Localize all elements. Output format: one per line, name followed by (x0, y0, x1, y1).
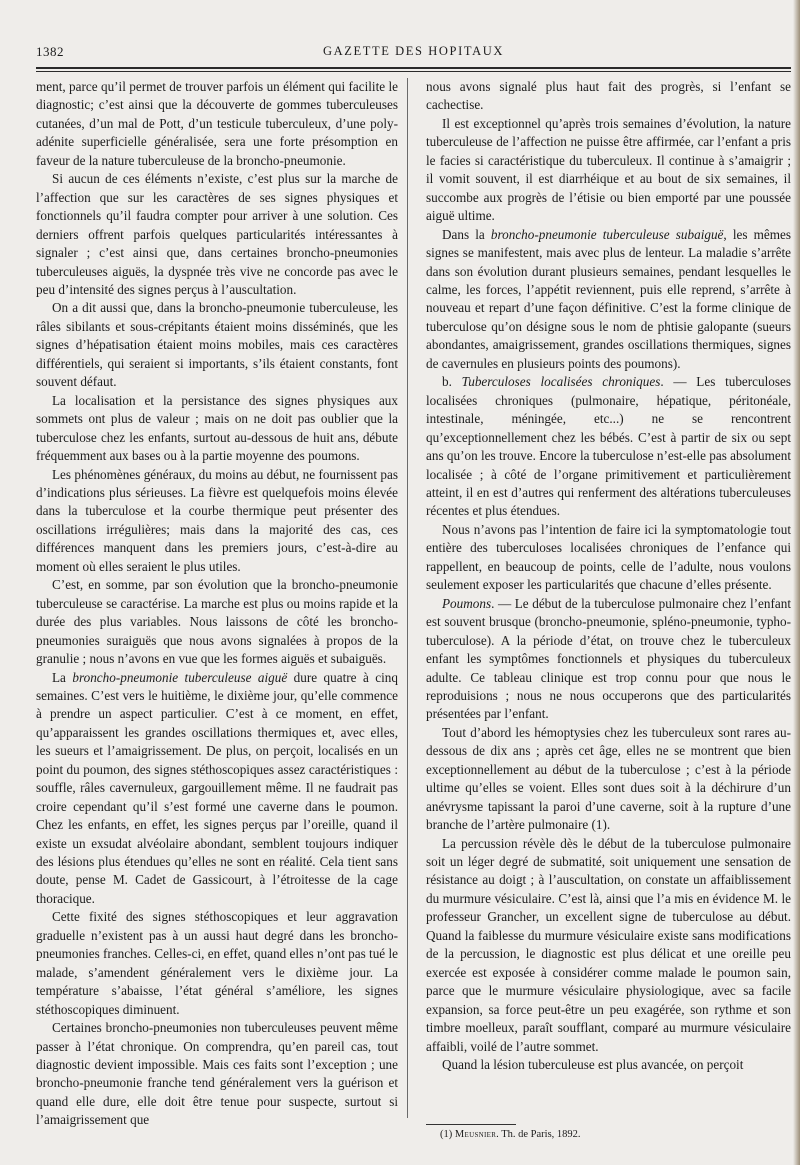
page-edge (793, 0, 800, 1165)
running-title: GAZETTE DES HOPITAUX (323, 44, 504, 58)
paragraph: b. Tuberculoses localisées chroniques. — Les tuberculoses localisées chroniques (pulmonaire, hépatique, péritonéale, intestinale, méningée, etc...) ne se rencontrent qu’exceptionnellement chez les bébés. C’est à partir de six ou sept ans qu’on les trouve. Encore la tuberculose n’est-elle pas absolument localisée ; à côté de l’organe primitivement et particulièrement atteint, il en est d’autres qui renferment des altérations tuberculeuses récentes et plus étendues. (426, 374, 791, 519)
paragraph: Poumons. — Le début de la tuberculose pulmonaire chez l’enfant est souvent brusque (broncho-pneumonie, spléno-pneumonie, typho-tuberculose). A la période d’état, on trouve chez le tuberculeux enfant les symptômes fonctionnels et physiques du tuberculeux adulte. Ce tableau clinique est trop connu pour que nous le reproduisions ; nous ne nous occuperons que des particularités présentées par l’enfant. (426, 595, 791, 722)
paragraph: Les phénomènes généraux, du moins au début, ne fournissent pas d’indications plus sérieuses. La fièvre est quelquefois moins élevée dans la tuberculose et la courbe thermique peut présenter des oscillations irrégulières; mais dans la majorité des cas, ces différences manquent dans les premiers jours, c’est-à-dire au moment où elles seraient le plus utiles. (36, 466, 398, 574)
paragraph: Certaines broncho-pneumonies non tuberculeuses peuvent même passer à l’état chronique. On comprendra, qu’en pareil cas, tout diagnostic devient impossible. Mais ces faits sont l’exception ; une broncho-pneumonie franche tend généralement vers la guérison et quand elle dure, elle doit être tenue pour suspecte, surtout si l’amaigrissement que (36, 1020, 398, 1128)
page-number: 1382 (36, 44, 64, 59)
footnote-reference: . Th. de Paris, 1892. (496, 1129, 581, 1140)
left-column (36, 78, 398, 1130)
header-rule-thin (36, 71, 791, 72)
paragraph: La broncho-pneumonie tuberculeuse aiguë dure quatre à cinq semaines. C’est vers le huitième, le dixième jour, qu’elle commence à prendre un aspect particulier. C’est à ce moment, en effet, qu’apparaissent les grandes oscillations thermiques et, avec elles, les sueurs et l’amaigrissement. De plus, on perçoit, localisés en un point du poumon, des signes stéthoscopiques assez caractéristiques : souffle, râles cavernuleux, gargouillement même. Il ne faudrait pas croire cependant qu’il s’est formé une caverne dans le poumon. Chez les enfants, en effet, les signes perçus par l’oreille, quand il existe un exsudat alvéolaire abondant, semblent toujours indiquer des lésions plus étendues qu’elles ne sont en réalité. Cela tient sans doute, pense M. Cadet de Gassicourt, à l’étroitesse de la cage thoracique. (36, 669, 398, 906)
paragraph: ment, parce qu’il permet de trouver parfois un élément qui facilite le diagnostic; c’est ainsi que la découverte de gommes tuberculeuses cutanées, d’un mal de Pott, d’un testicule tuberculeux, d’une poly-adénite superficielle généralisée, sera une forte présomption en faveur de la nature tuberculeuse de la broncho-pneumonie. (36, 79, 398, 168)
header-rule-thick (36, 67, 791, 69)
paragraph: Nous n’avons pas l’intention de faire ici la symptomatologie tout entière des tuberculoses localisées chroniques de l’enfance qui rappellent, en beaucoup de points, celle de l’adulte, nous voulons seulement exposer les particularités que chacune d’elles présente. (426, 521, 791, 593)
paragraph: La localisation et la persistance des signes physiques aux sommets ont plus de valeur ; mais on ne doit pas oublier que la tuberculose chez les enfants, surtout au-dessous de huit ans, débute fréquemment aux bases ou à la partie moyenne des poumons. (36, 392, 398, 464)
column-divider (407, 78, 408, 1118)
paragraph: C’est, en somme, par son évolution que la broncho-pneumonie tuberculeuse se caractérise. La marche est plus ou moins rapide et la durée des plus variables. Nous laissons de côté les broncho-pneumonies suraiguës que nous avons signalées à propos de la granulie ; nous n’avons en vue que les formes aiguës et subaiguës. (36, 577, 398, 667)
footnote-rule (426, 1124, 516, 1125)
paragraph: Si aucun de ces éléments n’existe, c’est plus sur la marche de l’affection que sur les caractères de ses signes physiques et fonctionnels qu’il faudra compter pour arriver à une solution. Ces derniers offrent parfois quelques particularités intéressantes à signaler ; c’est ainsi que, dans certaines broncho-pneumonies tuberculeuses aiguës, la dyspnée très vive ne concorde pas avec le peu d’intensité des signes perçus à l’auscultation. (36, 171, 398, 297)
footnote-author: Meusnier (454, 1129, 497, 1140)
paragraph: On a dit aussi que, dans la broncho-pneumonie tuberculeuse, les râles sibilants et sous-crépitants étaient moins disséminés, que les signes d’hépatisation étaient moins mobiles, mais ces caractères différentiels, qui seraient si importants, s’ils étaient constants, font souvent défaut. (36, 300, 398, 390)
paragraph: La percussion révèle dès le début de la tuberculose pulmonaire soit un léger degré de submatité, soit uniquement une sensation de résistance au doigt ; à l’auscultation, on constate un affaiblissement du murmure vésiculaire. C’est là, ainsi que l’a mis en évidence M. le professeur Grancher, un excellent signe de tuberculose au début. Quand la faiblesse du murmure vésiculaire existe sans modifications de la percussion, le diagnostic est plus délicat et une oreille peu exercée est exposée à considérer comme malade le poumon sain, parce que le murmure vésiculaire physiologique, avec sa facile expansion, sa force peut-être un peu exagérée, son rythme et son timbre moelleux, paraît soufflant, comparé au murmure vésiculaire affaibli, voilé de l’autre sommet. (426, 835, 791, 1054)
paragraph: Quand la lésion tuberculeuse est plus avancée, on perçoit (442, 1057, 744, 1073)
right-column (426, 78, 791, 1074)
footnote-marker: (1) (440, 1129, 453, 1140)
paragraph: Il est exceptionnel qu’après trois semaines d’évolution, la nature tuberculeuse de l’affection ne puisse être affirmée, car l’enfant a pris le facies si caractéristique du tuberculeux. Il continue à s’amaigrir ; il vomit souvent, il est diarrhéique et au bout de six semaines, il succombe aux progrès de l’étisie ou bien emporté par une poussée aiguë ultime. (426, 115, 791, 224)
paragraph: Dans la broncho-pneumonie tuberculeuse subaiguë, les mêmes signes se manifestent, mais avec plus de lenteur. La maladie s’arrête dans son évolution durant plusieurs semaines, pendant lesquelles le calme, les forces, l’appétit reviennent, puis elle reprend, s’arrête à nouveau et repart d’une façon définitive. C’est la forme clinique de tuberculose qu’on désigne sous le nom de phtisie galopante (sueurs abondantes, amaigrissement, grandes oscillations thermiques, signes de cavernules en plusieurs points des poumons). (426, 226, 791, 371)
paragraph: Cette fixité des signes stéthoscopiques et leur aggravation graduelle n’existent pas à un aussi haut degré dans les broncho-pneumonies franches. Celles-ci, en effet, quand elles n’ont pas tué le malade, s’amendent généralement vers le dixième jour. La température s’abaisse, l’état général s’améliore, les signes stéthoscopiques diminuent. (36, 909, 398, 1017)
footnote (440, 1128, 581, 1142)
page-header (36, 44, 791, 64)
paragraph: Tout d’abord les hémoptysies chez les tuberculeux sont rares au-dessous de dix ans ; après cet âge, elles ne se montrent que bien exceptionnellement au début de la tuberculose ; c’est à la période ultime qu’elles se voient. Elles sont dues soit à la déchirure d’un anévrysme tapissant la paroi d’une caverne, soit à la rupture d’une branche de l’artère pulmonaire (1). (426, 724, 791, 833)
paragraph: nous avons signalé plus haut fait des progrès, si l’enfant se cachectise. (426, 79, 791, 113)
